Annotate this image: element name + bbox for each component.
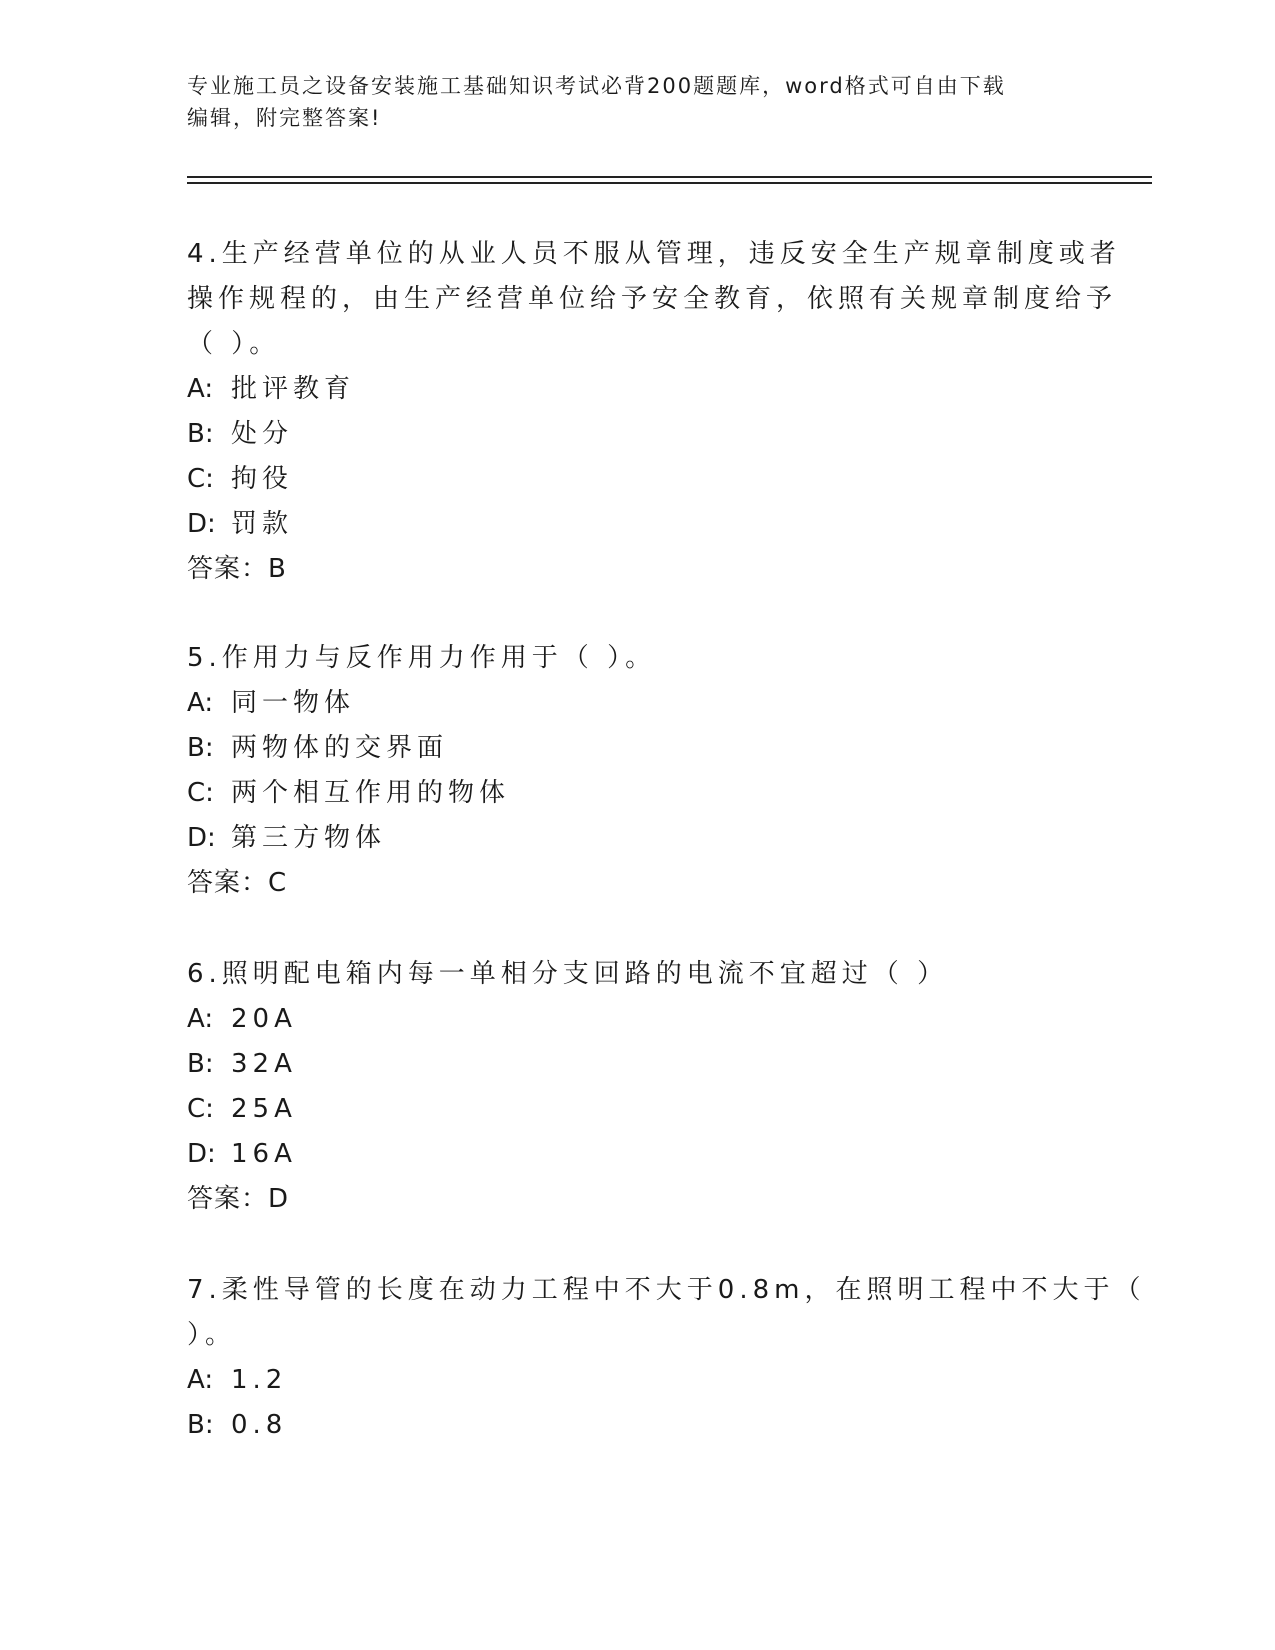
question-stem-line: 6.照明配电箱内每一单相分支回路的电流不宜超过（ ） [187,959,949,989]
option-text: 1.2 [231,1365,288,1395]
option-letter: C: [187,1094,214,1124]
option-text: 罚款 [231,509,294,539]
option-text: 批评教育 [231,374,356,404]
answer: 答案：B [187,554,287,584]
option-letter: B: [187,1049,214,1079]
option-letter: D: [187,1139,216,1169]
question-stem-line: 7.柔性导管的长度在动力工程中不大于0.8m，在照明工程中不大于（ [187,1275,1146,1305]
option-a [187,997,1067,1042]
option-a [187,1358,1067,1403]
option-b [187,1403,1067,1448]
option-text: 20A [231,1004,297,1034]
header-line-2: 编辑，附完整答案! [187,106,382,130]
option-b [187,726,1067,771]
answer: 答案：D [187,1184,290,1214]
option-letter: B: [187,733,214,763]
option-text: 拘役 [231,464,294,494]
option-letter: A: [187,1004,214,1034]
option-letter: C: [187,464,214,494]
option-text: 0.8 [231,1410,288,1440]
option-text: 25A [231,1094,297,1124]
option-a [187,367,1067,412]
option-a [187,681,1067,726]
option-text: 处分 [231,419,294,449]
option-letter: A: [187,688,214,718]
option-text: 同一物体 [231,688,356,718]
option-letter: A: [187,374,214,404]
option-d [187,816,1067,861]
option-letter: D: [187,823,216,853]
option-c [187,771,1067,816]
header-divider-bottom [187,182,1152,184]
option-text: 两物体的交界面 [231,733,449,763]
option-letter: C: [187,778,214,808]
option-letter: B: [187,1410,214,1440]
option-text: 两个相互作用的物体 [231,778,511,808]
answer: 答案：C [187,868,288,898]
option-c [187,1087,1067,1132]
question-6 [187,952,1067,1222]
question-stem-line: ）。 [187,1320,237,1350]
option-b [187,412,1067,457]
option-text: 16A [231,1139,297,1169]
option-letter: A: [187,1365,214,1395]
option-c [187,457,1067,502]
question-stem-line: （ ）。 [187,329,281,359]
option-letter: B: [187,419,214,449]
option-text: 第三方物体 [231,823,387,853]
question-stem-line: 5.作用力与反作用力作用于（ ）。 [187,643,657,673]
question-7 [187,1268,1146,1448]
question-5 [187,636,1067,906]
question-stem-line: 操作规程的，由生产经营单位给予安全教育，依照有关规章制度给予 [187,284,1118,314]
option-letter: D: [187,509,216,539]
option-text: 32A [231,1049,297,1079]
question-stem-line: 4.生产经营单位的从业人员不服从管理，违反安全生产规章制度或者 [187,239,1121,269]
option-d [187,1132,1067,1177]
option-d [187,502,1067,547]
option-b [187,1042,1067,1087]
question-4 [187,232,1121,592]
header-divider-top [187,176,1152,178]
document-header [187,70,1067,134]
header-line-1: 专业施工员之设备安装施工基础知识考试必背200题题库，word格式可自由下载 [187,74,1006,98]
